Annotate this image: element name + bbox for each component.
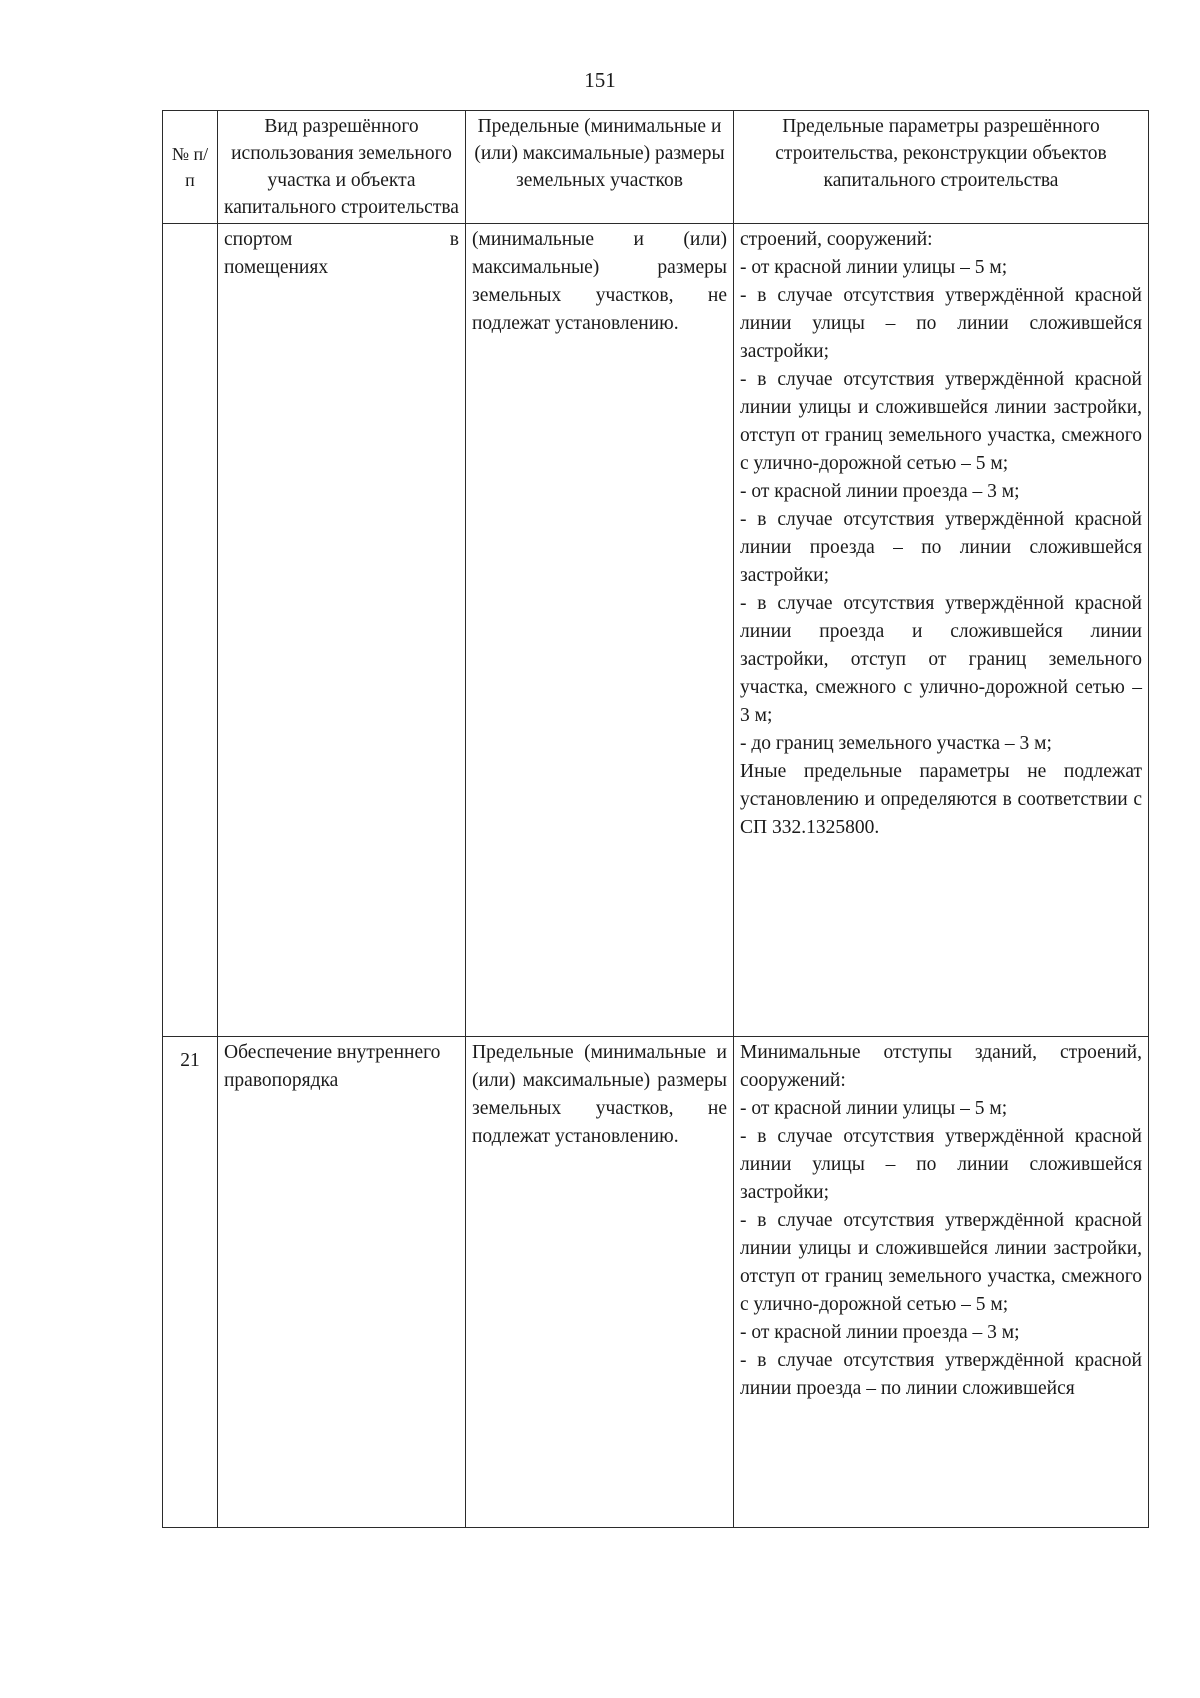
table-row bbox=[163, 1037, 1149, 1528]
row-build-params bbox=[734, 1037, 1149, 1528]
param-line: - от красной линии проезда – 3 м; bbox=[740, 1322, 1020, 1343]
regulations-table bbox=[162, 110, 1149, 1528]
param-line: Минимальные отступы зданий, строений, сооружений: bbox=[740, 1042, 1142, 1091]
header-use-type: Вид разрешённого использования земельного участка и объекта капитального строительства bbox=[218, 111, 466, 224]
header-num: № п/п bbox=[163, 111, 218, 224]
row-plot-sizes: (минимальные и (или) максимальные) размеры земельных участков, не подлежат установлению. bbox=[466, 224, 734, 1037]
param-line: - от красной линии улицы – 5 м; bbox=[740, 257, 1008, 278]
param-line: - в случае отсутствия утверждённой красной линии улицы – по линии сложившейся застройки; bbox=[740, 1126, 1142, 1203]
use-type-part: спортом bbox=[224, 229, 293, 250]
param-line: - в случае отсутствия утверждённой красной линии улицы и сложившейся линии застройки, отступ от границ земельного участка, смежного с улично-дорожной сетью – 5 м; bbox=[740, 369, 1142, 474]
table-row bbox=[163, 224, 1149, 1037]
param-line: строений, сооружений: bbox=[740, 229, 933, 250]
row-num bbox=[163, 224, 218, 1037]
row-plot-sizes: Предельные (минимальные и (или) максимальные) размеры земельных участков, не подлежат установлению. bbox=[466, 1037, 734, 1528]
row-num: 21 bbox=[163, 1037, 218, 1528]
row-use-type bbox=[218, 224, 466, 1037]
param-line: - от красной линии улицы – 5 м; bbox=[740, 1098, 1008, 1119]
param-line: - в случае отсутствия утверждённой красной линии проезда – по линии сложившейся bbox=[740, 1350, 1142, 1399]
param-line: - в случае отсутствия утверждённой красной линии проезда – по линии сложившейся застройки; bbox=[740, 509, 1142, 586]
row-build-params bbox=[734, 224, 1149, 1037]
param-line: - в случае отсутствия утверждённой красной линии улицы и сложившейся линии застройки, отступ от границ земельного участка, смежного с улично-дорожной сетью – 5 м; bbox=[740, 1210, 1142, 1315]
param-line: Иные предельные параметры не подлежат установлению и определяются в соответствии с СП 332.1325800. bbox=[740, 761, 1142, 838]
header-build-params: Предельные параметры разрешённого строительства, реконструкции объектов капитального строительства bbox=[734, 111, 1149, 224]
header-plot-sizes: Предельные (минимальные и (или) максимальные) размеры земельных участков bbox=[466, 111, 734, 224]
param-line: - до границ земельного участка – 3 м; bbox=[740, 733, 1052, 754]
row-use-type: Обеспечение внутреннего правопорядка bbox=[218, 1037, 466, 1528]
page-number: 151 bbox=[584, 68, 616, 92]
param-line: - в случае отсутствия утверждённой красной линии проезда и сложившейся линии застройки, отступ от границ земельного участка, смежного с улично-дорожной сетью – 3 м; bbox=[740, 593, 1142, 726]
param-line: - в случае отсутствия утверждённой красной линии улицы – по линии сложившейся застройки; bbox=[740, 285, 1142, 362]
use-type-part: помещениях bbox=[224, 257, 329, 278]
use-type-part: в bbox=[449, 229, 459, 250]
table-header-row bbox=[163, 111, 1149, 224]
param-line: - от красной линии проезда – 3 м; bbox=[740, 481, 1020, 502]
